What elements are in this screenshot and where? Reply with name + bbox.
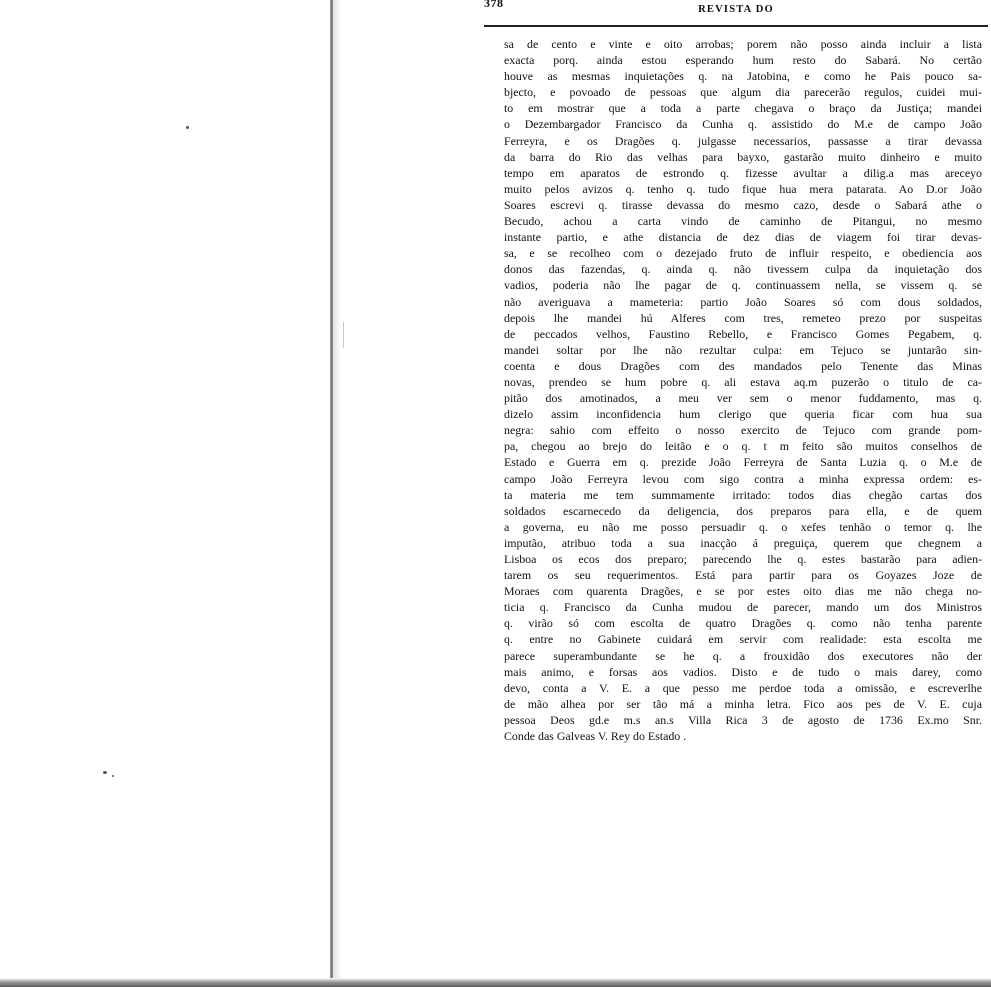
text-line: pitão dos amotinados, a meu ver sem o menor fuddamento, mas q. bbox=[504, 391, 982, 406]
text-line: donos das fazendas, q. ainda q. não tivessem culpa da inquietação dos bbox=[504, 262, 982, 277]
text-line: o Dezembargador Francisco da Cunha q. assistido do M.e de campo João bbox=[504, 117, 982, 132]
text-line: Estado e Guerra em q. prezide João Ferreyra de Santa Luzia q. o M.e de bbox=[504, 455, 982, 470]
text-line: da barra do Rio das velhas para bayxo, gastarão muito dinheiro e muito bbox=[504, 149, 982, 164]
text-line: to em mostrar que a toda a parte chegava o braço da Justiça; mandei bbox=[504, 101, 982, 116]
text-line: Moraes com quarenta Dragões, e se por estes oito dias me não chega no- bbox=[504, 584, 982, 599]
text-line: de mão alhea por ser tão má a minha letra. Fico aos pes de V. E. cuja bbox=[504, 696, 982, 711]
text-line: sa, e se recolheo com o dezejado fruto de influir respeito, e obediencia aos bbox=[504, 246, 982, 261]
text-line: Soares escrevi q. tirasse devassa do mesmo cazo, desde o Sabará athe o bbox=[504, 197, 982, 212]
text-line: dizelo assim inconfidencia hum clerigo que queria ficar com hua sua bbox=[504, 407, 982, 422]
text-line: tarem os seu requerimentos. Está para partir para os Goyazes Joze de bbox=[504, 568, 982, 583]
header-rule bbox=[484, 25, 988, 27]
text-line: imputão, atribuo toda a sua inacção á preguiça, querem que chegnem a bbox=[504, 535, 982, 550]
page-number: 378 bbox=[484, 0, 504, 10]
text-line: negra: sahio com effeito o nosso exercito de Tejuco com grande pom- bbox=[504, 423, 982, 438]
bottom-edge bbox=[0, 978, 991, 987]
text-line: soldados escarnecedo da deligencia, dos preparos para ella, e de quem bbox=[504, 503, 982, 518]
text-line: q. entre no Gabinete cuidará em servir com realidade: esta escolta me bbox=[504, 632, 982, 647]
text-line: q. virão só com escolta de quatro Dragões q. como não tenha parente bbox=[504, 616, 982, 631]
speck bbox=[112, 775, 114, 777]
speck bbox=[186, 126, 189, 129]
text-line: Ferreyra, e os Dragões q. julgasse necessarios, passasse a tirar devassa bbox=[504, 133, 982, 148]
gutter-shadow bbox=[333, 0, 341, 987]
text-line: bjecto, e povoado de pessoas que algum dia parecerão regulos, cuidei mui- bbox=[504, 85, 982, 100]
text-line: novas, prendeo se hum pobre q. ali estava aq.m puzerão o titulo de ca- bbox=[504, 374, 982, 389]
text-line: Conde das Galveas V. Rey do Estado . bbox=[504, 729, 687, 744]
text-line: não averiguava a mameteria: partio João Soares só com dous soldados, bbox=[504, 294, 982, 309]
margin-mark bbox=[343, 322, 344, 348]
text-line: muito pelos avizos q. tenho q. tudo fique hua mera patarata. Ao D.or João bbox=[504, 181, 982, 196]
header bbox=[484, 0, 988, 24]
text-column bbox=[504, 36, 982, 744]
text-line: houve as mesmas inquietações q. na Jatobina, e como he Pais pouco sa- bbox=[504, 69, 982, 84]
speck bbox=[103, 771, 107, 774]
text-line: devo, conta a V. E. a que pesso me perdoe toda a omissão, e escreverlhe bbox=[504, 680, 982, 695]
text-line: ta materia me tem summamente irritado: todos dias chegão cartas dos bbox=[504, 487, 982, 502]
text-line: de peccados velhos, Faustino Rebello, e Francisco Gomes Pegabem, q. bbox=[504, 326, 982, 341]
text-line: a governa, eu não me posso persuadir q. o xefes tenhão o temor q. lhe bbox=[504, 519, 982, 534]
text-line: mais animo, e forsas aos vadios. Disto e de tudo o mais darey, como bbox=[504, 664, 982, 679]
text-line: ticia q. Francisco da Cunha mudou de parecer, mando um dos Ministros bbox=[504, 600, 982, 615]
text-line: parece superambundante se he q. a frouxidão dos executores não der bbox=[504, 648, 982, 663]
text-line: Lisboa os ecos dos preparo; parecendo lhe q. estes bastarão para adien- bbox=[504, 552, 982, 566]
left-page bbox=[0, 0, 333, 987]
text-line: mandei soltar por lhe não rezultar culpa: em Tejuco se juntarão sin- bbox=[504, 342, 982, 357]
text-line: Becudo, achou a carta vindo de caminho de Pitangui, no mesmo bbox=[504, 214, 982, 229]
text-line: campo João Ferreyra levou com sigo contra a minha expressa ordem: es- bbox=[504, 471, 982, 486]
text-line: instante partio, e athe distancia de dez dias de viagem foi tirar devas- bbox=[504, 230, 982, 245]
text-line: vadios, poderia não lhe pagar de q. continuassem nella, se vissem q. se bbox=[504, 278, 982, 293]
text-line: pa, chegou ao brejo do leitão e o q. t m feito são muitos conselhos de bbox=[504, 439, 982, 454]
text-line: depois lhe mandei hú Alferes com tres, remeteo prezo por suspeitas bbox=[504, 310, 982, 325]
text-line: exacta porq. ainda estou esperando hum resto do Sabará. No certão bbox=[504, 53, 982, 68]
running-head: REVISTA DO bbox=[698, 4, 774, 15]
text-line: tempo em aparatos de estrondo q. fizesse avultar a dilig.a mas areceyo bbox=[504, 165, 982, 180]
text-line: sa de cento e vinte e oito arrobas; porem não posso ainda incluir a lista bbox=[504, 37, 982, 51]
text-line: coenta e dous Dragões com des mandados pelo Tenente das Minas bbox=[504, 358, 982, 373]
text-line: pessoa Deos gd.e m.s an.s Villa Rica 3 de agosto de 1736 Ex.mo Snr. bbox=[504, 712, 982, 727]
